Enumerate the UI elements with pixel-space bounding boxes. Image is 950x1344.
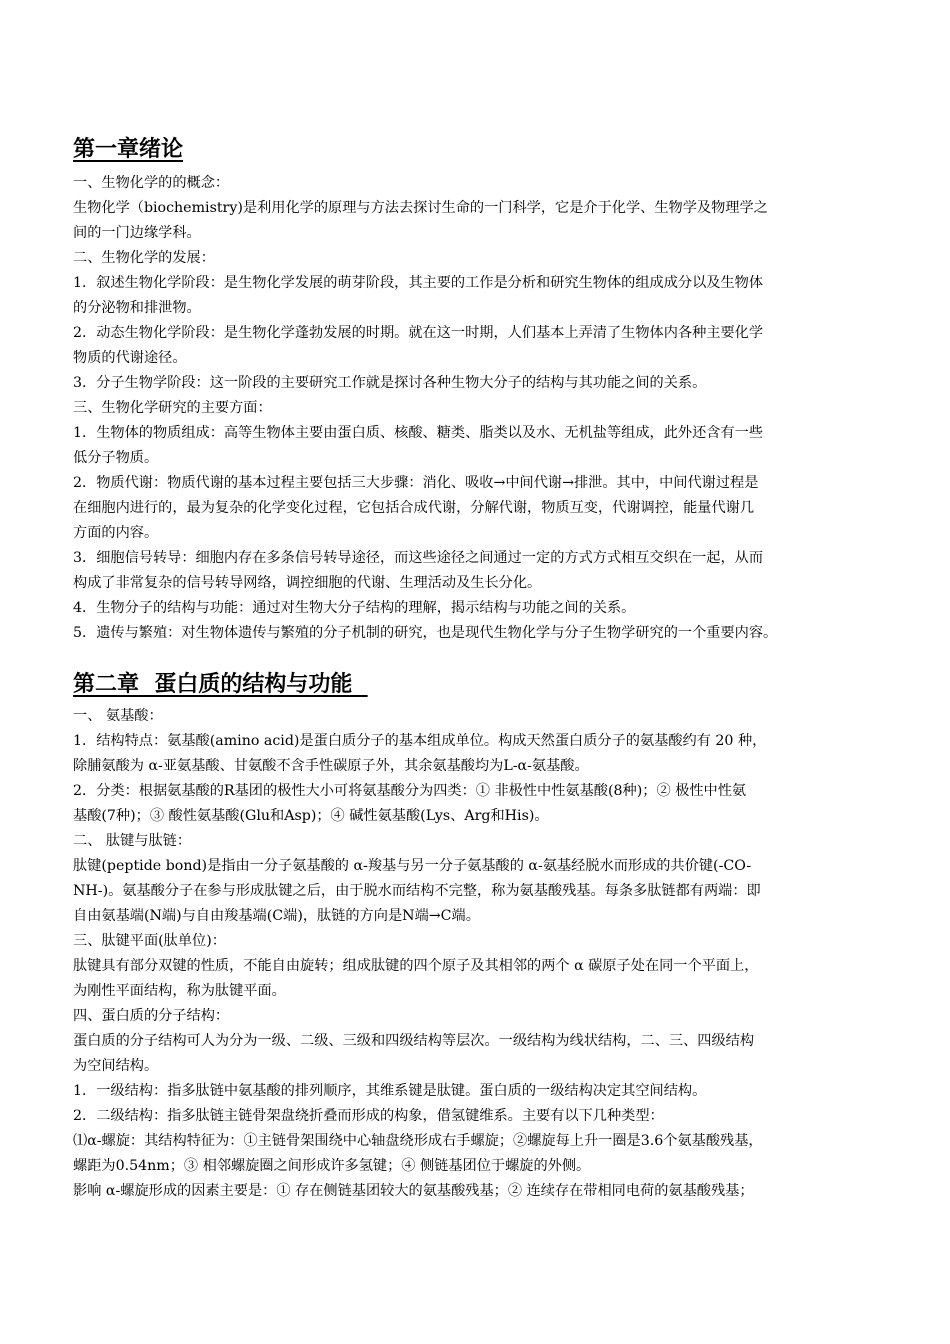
text-line: 生物化学（biochemistry)是利用化学的原理与方法去探讨生命的一门科学，它是介于化学、生物学及物理学之 bbox=[73, 200, 768, 216]
text-line: 肽键具有部分双键的性质，不能自由旋转；组成肽键的四个原子及其相邻的两个 α 碳原子处在同一个平面上， bbox=[73, 958, 759, 974]
text-line: 为刚性平面结构，称为肽键平面。 bbox=[73, 983, 286, 999]
text-line: 2．物质代谢：物质代谢的基本过程主要包括三大步骤：消化、吸收→中间代谢→排泄。其中，中间代谢过程是 bbox=[73, 475, 759, 491]
text-line: 2．动态生物化学阶段：是生物化学蓬勃发展的时期。就在这一时期，人们基本上弄清了生物体内各种主要化学 bbox=[73, 325, 764, 341]
text-line: 4．生物分子的结构与功能：通过对生物大分子结构的理解，揭示结构与功能之间的关系。 bbox=[73, 600, 636, 616]
text-line: 5．遗传与繁殖：对生物体遗传与繁殖的分子机制的研究，也是现代生物化学与分子生物学研究的一个重要内容。 bbox=[73, 625, 778, 641]
text-line: 在细胞内进行的，最为复杂的化学变化过程，它包括合成代谢，分解代谢，物质互变，代谢调控，能量代谢几 bbox=[73, 500, 755, 516]
text-line: ⑴α-螺旋：其结构特征为：①主链骨架围绕中心轴盘绕形成右手螺旋；②螺旋每上升一圈是3.6个氨基酸残基， bbox=[73, 1133, 763, 1149]
text-line: 的分泌物和排泄物。 bbox=[73, 300, 201, 316]
text-line: 1．一级结构：指多肽链中氨基酸的排列顺序，其维系键是肽键。蛋白质的一级结构决定其空间结构。 bbox=[73, 1083, 707, 1099]
text-line: 自由氨基端(N端)与自由羧基端(C端)，肽链的方向是N端→C端。 bbox=[73, 908, 480, 924]
chapter-1-title: 第一章绪论 bbox=[73, 137, 184, 162]
text-line: 螺距为0.54nm；③ 相邻螺旋圈之间形成许多氢键；④ 侧链基团位于螺旋的外侧。 bbox=[73, 1158, 591, 1174]
text-line: 1．叙述生物化学阶段：是生物化学发展的萌芽阶段，其主要的工作是分析和研究生物体的组成成分以及生物体 bbox=[73, 275, 764, 291]
text-line: 2．分类：根据氨基酸的R基团的极性大小可将氨基酸分为四类：① 非极性中性氨基酸(8种)；② 极性中性氨 bbox=[73, 783, 747, 799]
text-line: 蛋白质的分子结构可人为分为一级、二级、三级和四级结构等层次。一级结构为线状结构，二、三、四级结构 bbox=[73, 1033, 755, 1049]
text-line: 一、 氨基酸： bbox=[73, 708, 163, 724]
text-line: 低分子物质。 bbox=[73, 450, 159, 466]
text-line: 构成了非常复杂的信号转导网络，调控细胞的代谢、生理活动及生长分化。 bbox=[73, 575, 542, 591]
text-line: 三、肽键平面(肽单位)： bbox=[73, 933, 226, 949]
text-line: 三、生物化学研究的主要方面： bbox=[73, 400, 272, 416]
text-line: 方面的内容。 bbox=[73, 525, 159, 541]
chapter-1-body bbox=[73, 171, 891, 646]
text-line: 物质的代谢途径。 bbox=[73, 350, 187, 366]
chapter-2-body bbox=[73, 704, 891, 1204]
text-line: 基酸(7种)；③ 酸性氨基酸(Glu和Asp)；④ 碱性氨基酸(Lys、Arg和His)。 bbox=[73, 808, 549, 824]
text-line: 肽键(peptide bond)是指由一分子氨基酸的 α-羧基与另一分子氨基酸的 α-氨基经脱水而形成的共价键(-CO- bbox=[73, 858, 752, 874]
chapter-2-title: 第二章 蛋白质的结构与功能 bbox=[73, 672, 368, 697]
text-line: 间的一门边缘学科。 bbox=[73, 225, 201, 241]
text-line: 二、生物化学的发展： bbox=[73, 250, 215, 266]
text-line: NH-)。氨基酸分子在参与形成肽键之后，由于脱水而结构不完整，称为氨基酸残基。每条多肽链都有两端：即 bbox=[73, 883, 761, 899]
text-line: 为空间结构。 bbox=[73, 1058, 159, 1074]
text-line: 除脯氨酸为 α-亚氨基酸、甘氨酸不含手性碳原子外，其余氨基酸均为L-α-氨基酸。 bbox=[73, 758, 589, 774]
text-line: 3．细胞信号转导：细胞内存在多条信号转导途径，而这些途径之间通过一定的方式方式相互交织在一起，从而 bbox=[73, 550, 764, 566]
text-line: 二、 肽键与肽链： bbox=[73, 833, 192, 849]
text-line: 影响 α-螺旋形成的因素主要是：① 存在侧链基团较大的氨基酸残基；② 连续存在带相同电荷的氨基酸残基； bbox=[73, 1183, 754, 1199]
document-page bbox=[73, 133, 891, 1204]
text-line: 一、生物化学的的概念： bbox=[73, 175, 230, 191]
text-line: 3．分子生物学阶段：这一阶段的主要研究工作就是探讨各种生物大分子的结构与其功能之间的关系。 bbox=[73, 375, 707, 391]
text-line: 四、蛋白质的分子结构： bbox=[73, 1008, 230, 1024]
text-line: 1．结构特点：氨基酸(amino acid)是蛋白质分子的基本组成单位。构成天然蛋白质分子的氨基酸约有 20 种， bbox=[73, 733, 767, 749]
text-line: 2．二级结构：指多肽链主链骨架盘绕折叠而形成的构象，借氢键维系。主要有以下几种类型： bbox=[73, 1108, 664, 1124]
text-line: 1．生物体的物质组成：高等生物体主要由蛋白质、核酸、糖类、脂类以及水、无机盐等组成，此外还含有一些 bbox=[73, 425, 764, 441]
